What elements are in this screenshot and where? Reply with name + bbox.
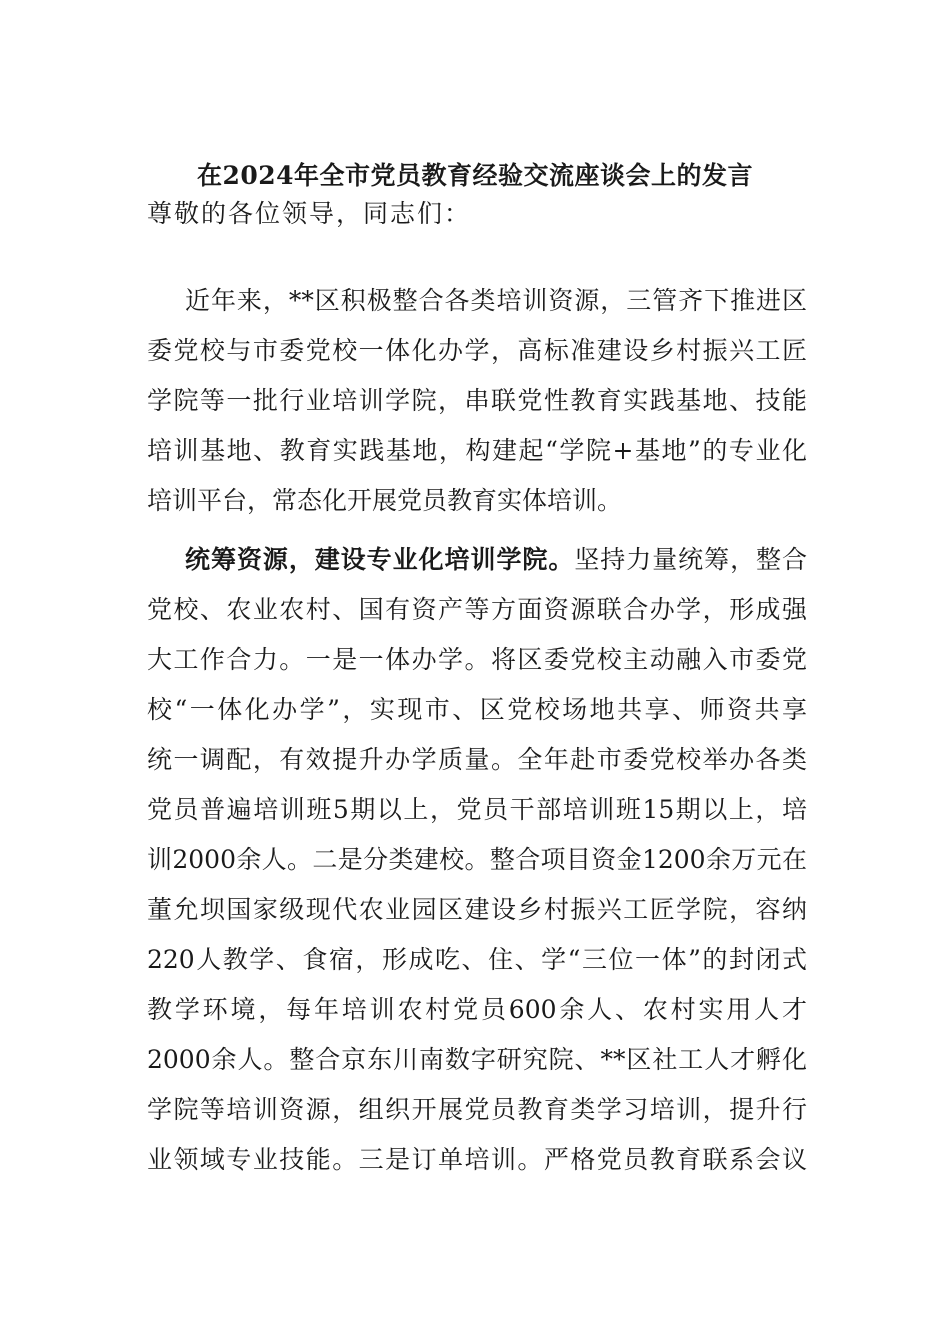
paragraph-line: [147, 535, 807, 585]
section-heading: 统筹资源，建设专业化培训学院。: [185, 545, 575, 574]
paragraph-line: 校“一体化办学”，实现市、区党校场地共享、师资共享: [147, 695, 807, 724]
paragraph-line: 培训基地、教育实践基地，构建起“学院+基地”的专业化: [147, 436, 807, 465]
salutation: 尊敬的各位领导，同志们：: [147, 199, 472, 228]
paragraph-line: 近年来，**区积极整合各类培训资源，三管齐下推进区: [185, 286, 807, 315]
paragraph-line: 董允坝国家级现代农业园区建设乡村振兴工匠学院，容纳: [147, 895, 807, 924]
section-1-paragraph: [147, 535, 807, 1185]
paragraph-line: 教学环境，每年培训农村党员600余人、农村实用人才: [147, 995, 807, 1024]
paragraph-line: 统一调配，有效提升办学质量。全年赴市委党校举办各类: [147, 745, 807, 774]
paragraph-line: 业领域专业技能。三是订单培训。严格党员教育联系会议: [147, 1145, 807, 1174]
paragraph-line: 训2000余人。二是分类建校。整合项目资金1200余万元在: [147, 845, 807, 874]
paragraph-line: 委党校与市委党校一体化办学，高标准建设乡村振兴工匠: [147, 336, 807, 365]
paragraph-line: 党员普遍培训班5期以上，党员干部培训班15期以上，培: [147, 795, 807, 824]
paragraph-line: 党校、农业农村、国有资产等方面资源联合办学，形成强: [147, 595, 807, 624]
paragraph-line: 学院等培训资源，组织开展党员教育类学习培训，提升行: [147, 1095, 807, 1124]
paragraph-line: 培训平台，常态化开展党员教育实体培训。: [147, 486, 623, 515]
paragraph-line: 2000余人。整合京东川南数字研究院、**区社工人才孵化: [147, 1045, 807, 1074]
intro-paragraph: [147, 276, 807, 526]
paragraph-line: 大工作合力。一是一体办学。将区委党校主动融入市委党: [147, 645, 807, 674]
paragraph-line: 学院等一批行业培训学院，串联党性教育实践基地、技能: [147, 386, 807, 415]
document-title: 在2024年全市党员教育经验交流座谈会上的发言: [196, 161, 754, 190]
heading-line-rest: 坚持力量统筹，整合: [574, 545, 807, 574]
paragraph-line: 220人教学、食宿，形成吃、住、学“三位一体”的封闭式: [147, 945, 807, 974]
